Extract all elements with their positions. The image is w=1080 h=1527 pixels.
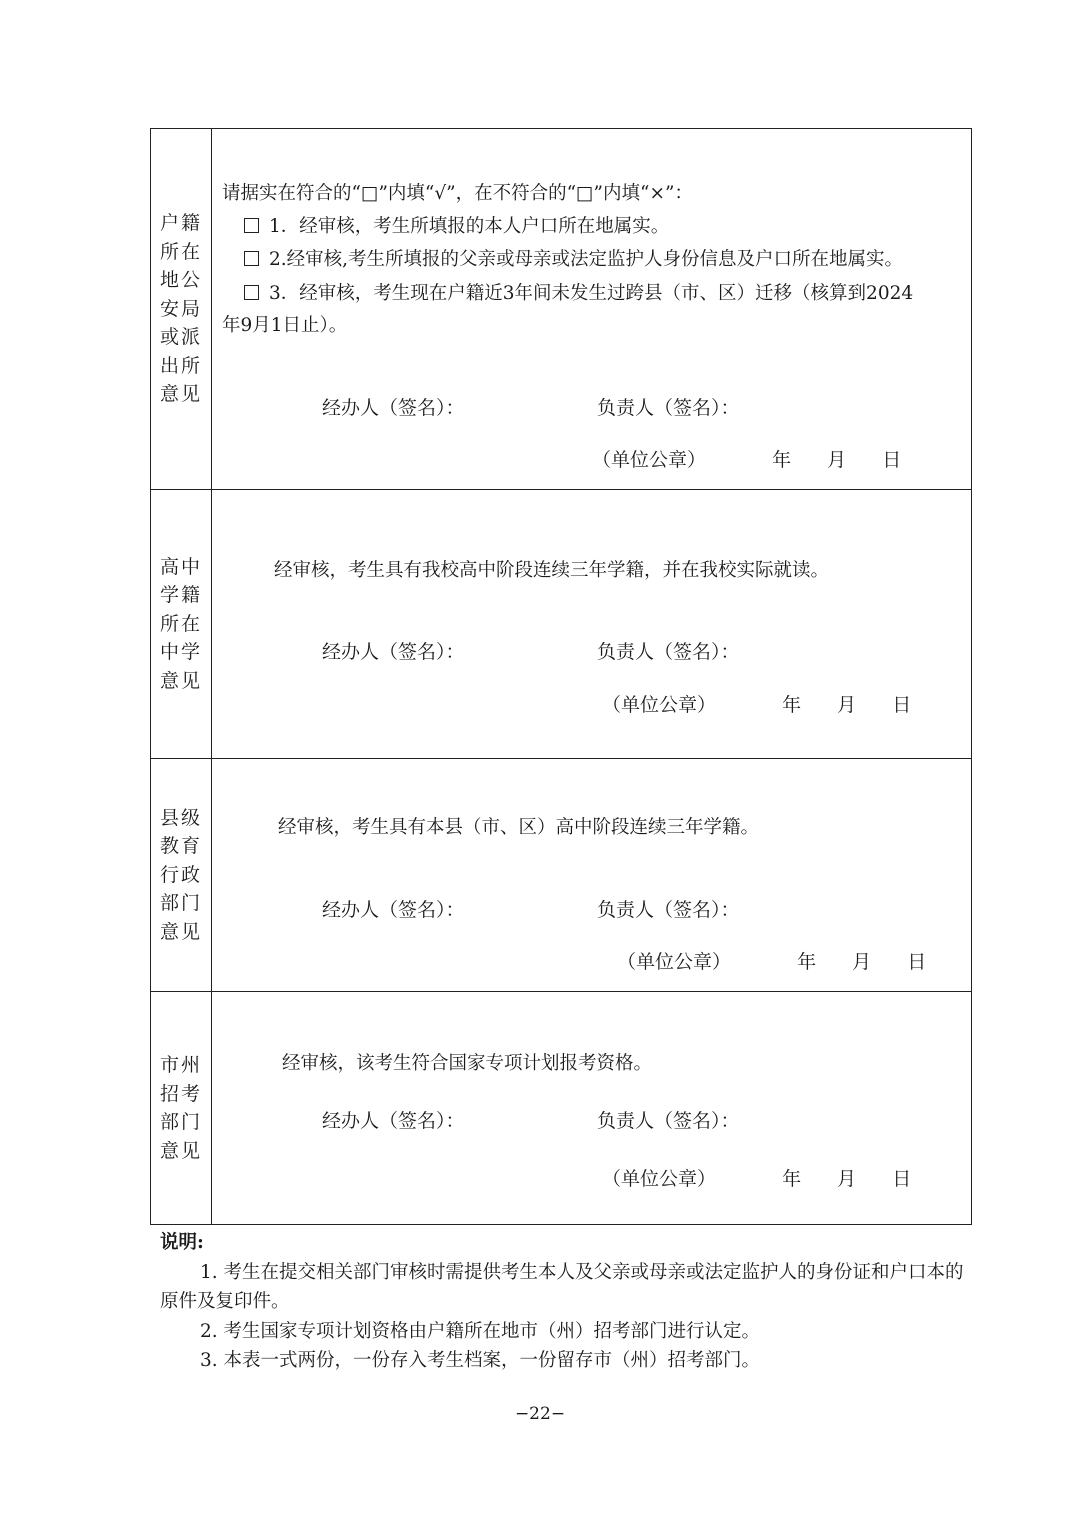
section-content-cell [212, 992, 972, 1225]
check-item-1: 1．经审核，考生所填报的本人户口所在地属实。 [244, 212, 669, 238]
section-content-cell [212, 759, 972, 992]
section-city-admissions [151, 992, 972, 1225]
month-label: 月 [852, 951, 872, 973]
unit-seal-label: （单位公章） [602, 1168, 717, 1190]
statement-text: 经审核，该考生符合国家专项计划报考资格。 [282, 1053, 653, 1074]
seal-date-line [602, 1164, 911, 1191]
section-label: 户籍所在地公安局或派出所意见 [159, 212, 202, 406]
unit-seal-label: （单位公章） [617, 951, 732, 973]
notes-section [160, 1228, 975, 1376]
section-label-cell [151, 759, 212, 992]
year-label: 年 [772, 449, 792, 471]
day-label: 日 [892, 1168, 912, 1190]
month-label: 月 [827, 449, 847, 471]
section-county-education [151, 759, 972, 992]
handler-signature-label: 经办人（签名）： [322, 899, 465, 921]
section-content-cell [212, 490, 972, 759]
statement-text: 经审核，考生具有我校高中阶段连续三年学籍，并在我校实际就读。 [274, 560, 830, 581]
note-item: 3. 本表一式两份，一份存入考生档案，一份留存市（州）招考部门。 [200, 1350, 761, 1371]
section-police [151, 129, 972, 490]
section-content-cell [212, 129, 972, 490]
seal-date-line [592, 445, 901, 472]
handler-signature-label: 经办人（签名）： [322, 1110, 465, 1132]
checkbox[interactable] [244, 251, 259, 266]
day-label: 日 [882, 449, 902, 471]
handler-signature-label: 经办人（签名）： [322, 397, 465, 419]
year-label: 年 [782, 694, 802, 716]
check-item-3-continued: 年9月1日止）。 [222, 315, 348, 336]
section-label: 高中学籍所在中学意见 [159, 555, 202, 692]
year-label: 年 [797, 951, 817, 973]
statement-text: 经审核，考生具有本县（市、区）高中阶段连续三年学籍。 [278, 817, 760, 838]
unit-seal-label: （单位公章） [592, 449, 707, 471]
check-item-3: 3．经审核，考生现在户籍近3年间未发生过跨县（市、区）迁移（核算到2024 [244, 279, 913, 305]
seal-date-line [602, 690, 911, 717]
notes-title: 说明: [160, 1232, 204, 1253]
month-label: 月 [837, 1168, 857, 1190]
checkbox[interactable] [244, 285, 259, 300]
checkbox[interactable] [244, 218, 259, 233]
month-label: 月 [837, 694, 857, 716]
section-high-school [151, 490, 972, 759]
handler-signature-label: 经办人（签名）： [322, 641, 465, 663]
note-item: 2. 考生国家专项计划资格由户籍所在地市（州）招考部门进行认定。 [200, 1320, 761, 1342]
year-label: 年 [782, 1168, 802, 1190]
review-form-table [150, 128, 972, 1225]
day-label: 日 [892, 694, 912, 716]
leader-signature-label: 负责人（签名）： [597, 899, 740, 921]
check-item-2: 2.经审核,考生所填报的父亲或母亲或法定监护人身份信息及户口所在地属实。 [244, 245, 903, 271]
day-label: 日 [907, 951, 927, 973]
section-label-cell [151, 992, 212, 1225]
note-item: 1. 考生在提交相关部门审核时需提供考生本人及父亲或母亲或法定监护人的身份证和户口本的原件及复印件。 [160, 1261, 964, 1312]
instruction-text: 请据实在符合的“□”内填“√”，在不符合的“□”内填“×”： [222, 183, 693, 204]
seal-date-line [617, 947, 926, 974]
page-number: −22− [514, 1404, 566, 1424]
section-label: 市州招考部门意见 [159, 1054, 202, 1162]
leader-signature-label: 负责人（签名）： [597, 397, 740, 419]
section-label-cell [151, 129, 212, 490]
section-label-cell [151, 490, 212, 759]
leader-signature-label: 负责人（签名）： [597, 641, 740, 663]
leader-signature-label: 负责人（签名）： [597, 1110, 740, 1132]
section-label: 县级教育行政部门意见 [159, 806, 202, 943]
unit-seal-label: （单位公章） [602, 694, 717, 716]
